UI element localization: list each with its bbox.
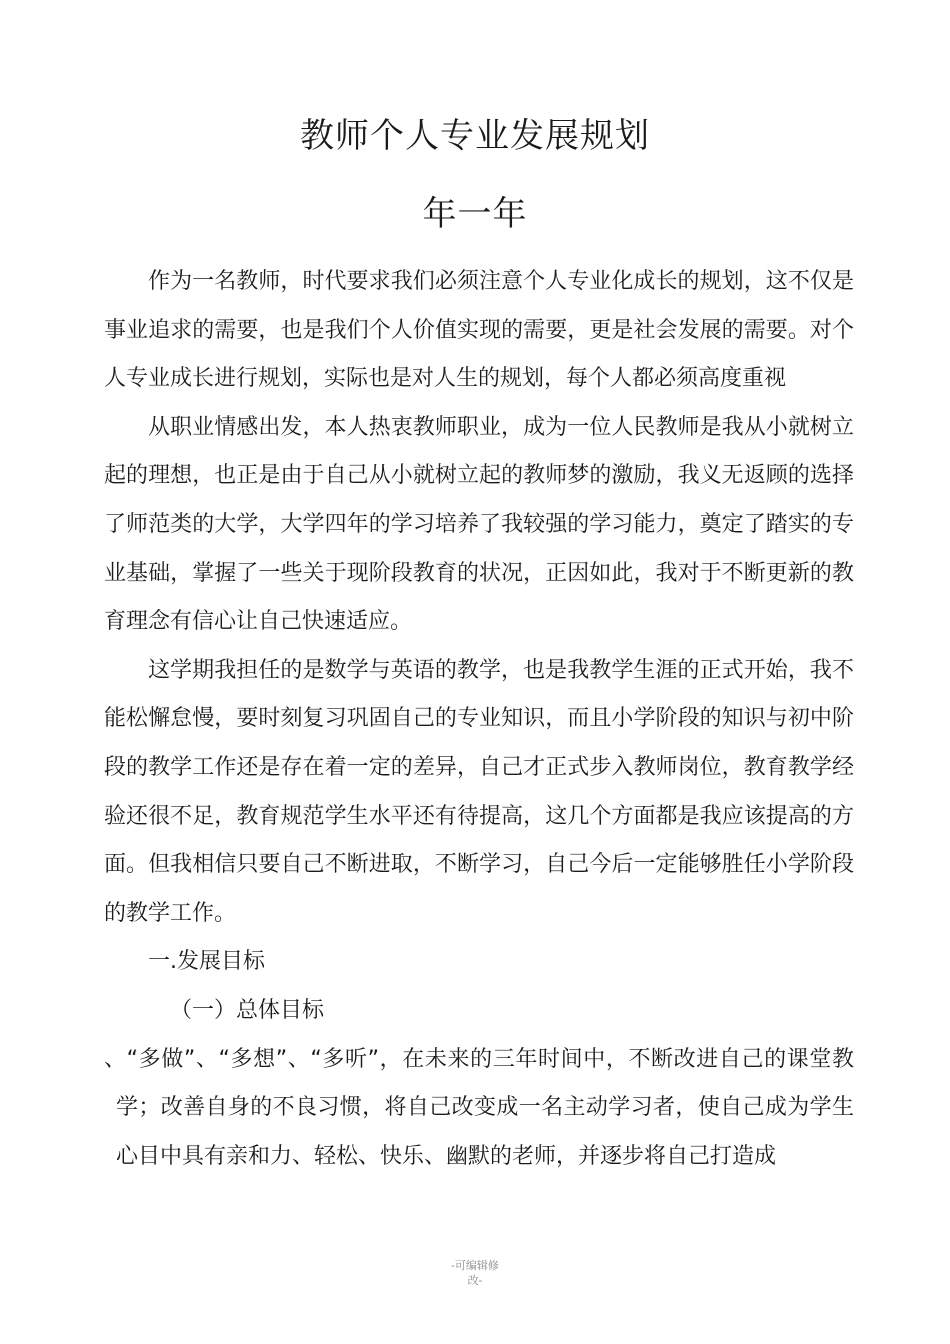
paragraph-current-teaching: 这学期我担任的是数学与英语的教学，也是我教学生涯的正式开始，我不能松懈怠慢，要时刻复习巩固自己的专业知识，而且小学阶段的知识与初中阶段的教学工作还是存在着一定的差异，自己才正式步入教师岗位，教育教学经验还很不足，教育规范学生水平还有待提高，这几个方面都是我应该提高的方面。但我相信只要自己不断进取，不断学习，自己今后一定能够胜任小学阶段的教学工作。 bbox=[104, 657, 854, 926]
document-body bbox=[104, 258, 854, 1181]
page-footer bbox=[0, 1258, 950, 1288]
document-subtitle: 年一年 bbox=[422, 194, 528, 234]
paragraph-career-emotion: 从职业情感出发，本人热衷教师职业，成为一位人民教师是我从小就树立起的理想，也正是由于自己从小就树立起的教师梦的激励，我义无返顾的选择了师范类的大学，大学四年的学习培养了我较强的学习能力，奠定了踏实的专业基础，掌握了一些关于现阶段教育的状况，正因如此，我对于不断更新的教育理念有信心让自己快速适应。 bbox=[104, 414, 854, 635]
footer-line-2: 改- bbox=[467, 1274, 483, 1287]
footer-line-1: -可编辑修 bbox=[451, 1259, 499, 1272]
subsection-heading: （一）总体目标 bbox=[170, 997, 325, 1023]
paragraph-intro: 作为一名教师，时代要求我们必须注意个人专业化成长的规划，这不仅是事业追求的需要，也是我们个人价值实现的需要，更是社会发展的需要。对个人专业成长进行规划，实际也是对人生的规划，每个人都必须高度重视 bbox=[104, 269, 854, 392]
document-title: 教师个人专业发展规划 bbox=[300, 116, 650, 156]
paragraph-goal: 、“多做”、“多想”、“多听”，在未来的三年时间中，不断改进自己的课堂教学；改善自身的不良习惯，将自己改变成一名主动学习者，使自己成为学生心目中具有亲和力、轻松、快乐、幽默的老师，并逐步将自己打造成 bbox=[104, 1046, 854, 1169]
section-heading: 一.发展目标 bbox=[148, 949, 265, 975]
